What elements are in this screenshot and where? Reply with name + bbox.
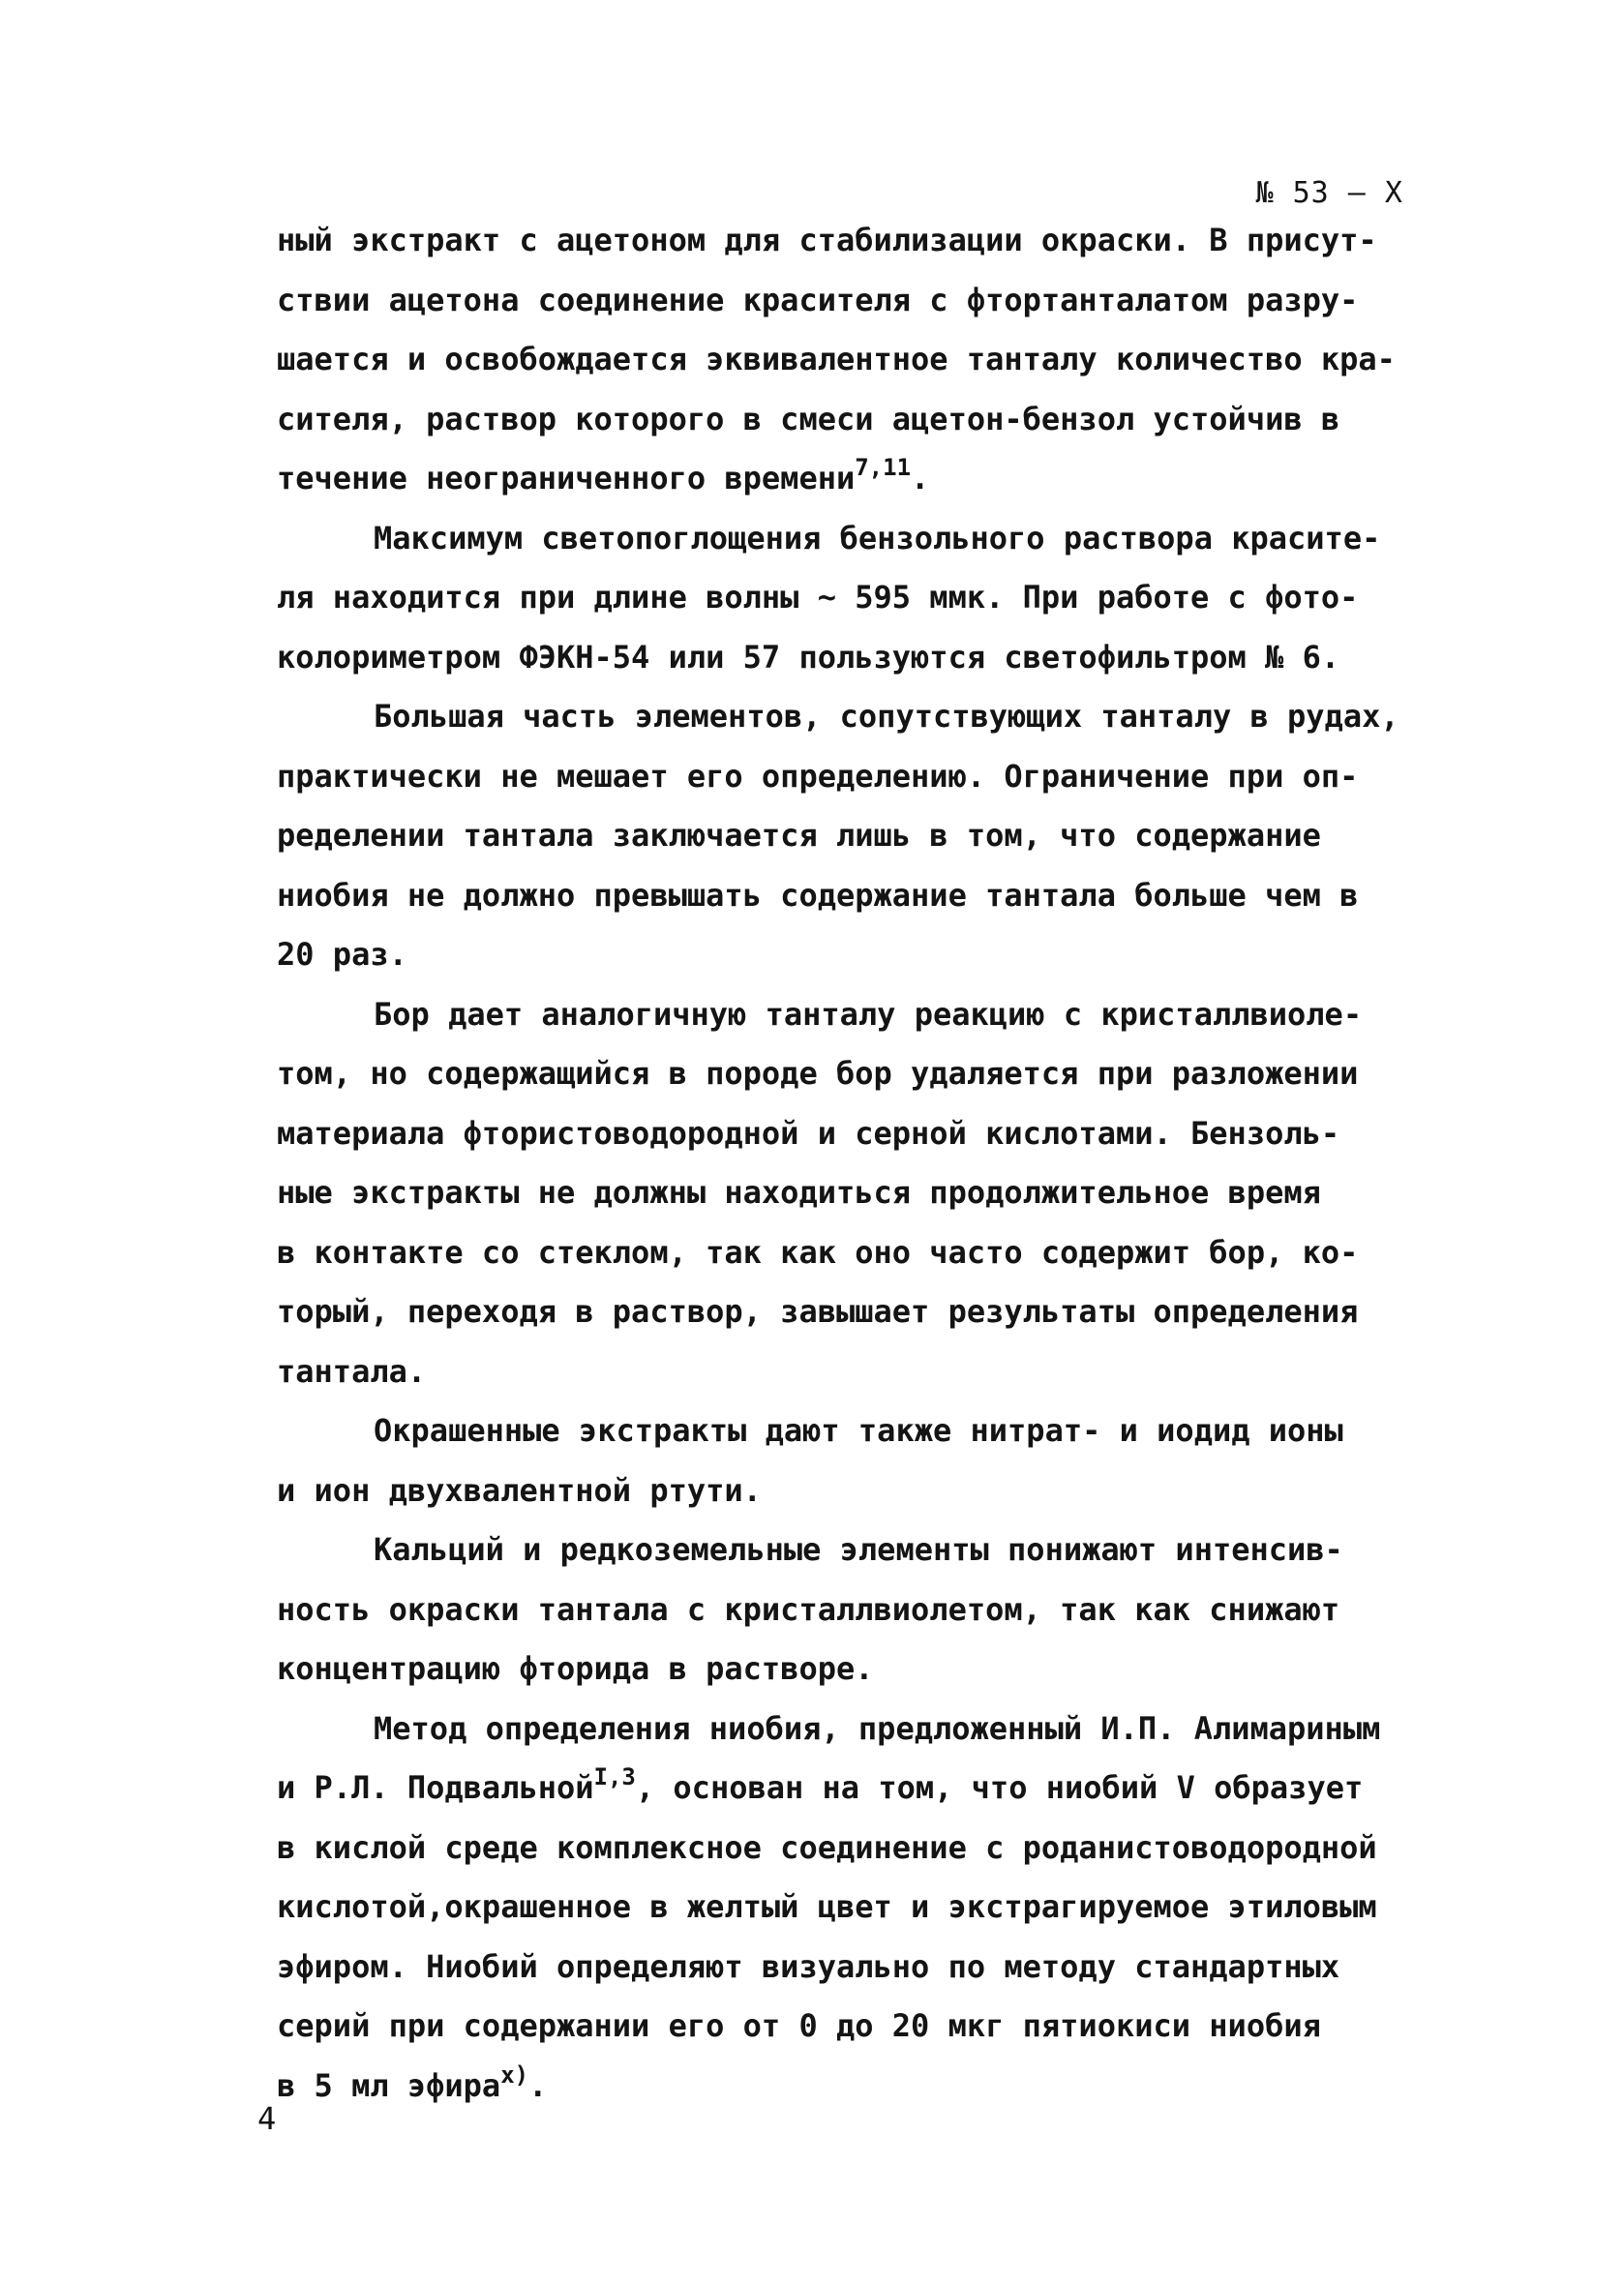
text-line: шается и освобождается эквивалентное танталу количество кра- xyxy=(277,341,1396,377)
text-line xyxy=(277,1759,1399,1819)
text-line: в кислой среде комплексное соединение с роданистоводородной xyxy=(277,1828,1377,1866)
text-line: Бор дает аналогичную танталу реакцию с кристаллвиоле- xyxy=(374,995,1363,1033)
text-line: колориметром ФЭКН-54 или 57 пользуются светофильтром № 6. xyxy=(277,638,1340,676)
text-line: и ион двухвалентной ртути. xyxy=(277,1471,762,1509)
text-segment: , основан на том, что ниобий V образует xyxy=(635,1769,1364,1806)
text-line: ный экстракт с ацетоном для стабилизации окраски. В присут- xyxy=(277,222,1377,258)
text-line: ные экстракты не должны находиться продолжительное время xyxy=(277,1174,1321,1211)
text-line: ниобия не должно превышать содержание тантала больше чем в xyxy=(277,876,1359,914)
text-line: материала фтористоводородной и серной кислотами. Бензоль- xyxy=(277,1114,1340,1152)
text-line: серий при содержании его от 0 до 20 мкг пятиокиси ниобия xyxy=(277,2007,1321,2044)
text-line: кислотой,окрашенное в желтый цвет и экстрагируемое этиловым xyxy=(277,1888,1377,1925)
text-line: ределении тантала заключается лишь в том, что содержание xyxy=(277,817,1321,854)
text-segment: . xyxy=(528,2066,548,2104)
text-line xyxy=(277,2057,1399,2117)
footnote-superscript: x) xyxy=(500,2060,529,2089)
text-line: Максимум светопоглощения бензольного раствора красите- xyxy=(374,519,1381,556)
text-line: ность окраски тантала с кристаллвиолетом, так как снижают xyxy=(277,1590,1340,1628)
text-line: Окрашенные экстракты дают также нитрат- и иодид ионы xyxy=(374,1412,1343,1449)
text-line: концентрацию фторида в растворе. xyxy=(277,1650,874,1687)
text-segment: и Р.Л. Подвальной xyxy=(277,1769,594,1806)
text-segment: в 5 мл эфира xyxy=(277,2066,501,2104)
text-line xyxy=(277,449,1399,509)
text-line: ствии ацетона соединение красителя с фтортанталатом разру- xyxy=(277,281,1359,318)
reference-superscript: I,3 xyxy=(593,1763,636,1790)
document-number: № 53 – X xyxy=(1255,176,1403,210)
text-line: в контакте со стеклом, так как оно часто содержит бор, ко- xyxy=(277,1233,1359,1271)
text-line: тантала. xyxy=(277,1352,427,1390)
text-line: Метод определения ниобия, предложенный И.П. Алимариным xyxy=(374,1709,1381,1747)
text-segment: . xyxy=(911,460,930,496)
text-line: эфиром. Ниобий определяют визуально по методу стандартных xyxy=(277,1947,1340,1985)
text-line: Большая часть элементов, сопутствующих танталу в рудах, xyxy=(374,698,1399,735)
page-number: 4 xyxy=(257,2100,277,2137)
body-text xyxy=(277,211,1399,2116)
text-line: торый, переходя в раствор, завышает результаты определения xyxy=(277,1293,1359,1330)
text-line: практически не мешает его определению. Ограничение при оп- xyxy=(277,757,1359,795)
text-line: ля находится при длине волны ~ 595 ммк. При работе с фото- xyxy=(277,579,1359,616)
reference-superscript: 7,11 xyxy=(855,454,912,481)
text-line: том, но содержащийся в породе бор удаляется при разложении xyxy=(277,1055,1359,1092)
text-line: сителя, раствор которого в смеси ацетон-бензол устойчив в xyxy=(277,400,1340,437)
text-segment: течение неограниченного времени xyxy=(277,460,856,496)
text-line: 20 раз. xyxy=(277,936,407,973)
text-line: Кальций и редкоземельные элементы понижают интенсив- xyxy=(374,1531,1343,1568)
